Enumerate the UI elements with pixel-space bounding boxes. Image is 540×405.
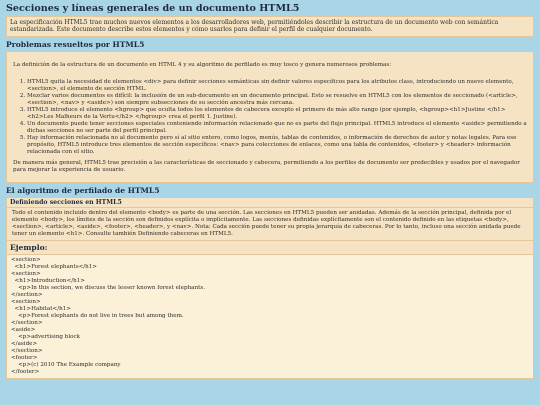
algorithm-body: Todo el contenido incluido dentro del elemento <body> es parte de una sección. Las secciones en HTML5 pueden ser anidadas. Además de la sección principal, definida por el elemento <body>, los límites de la sección son definidos explícita o implícitamente. Las secciones definidas explícitamente son el contenido definido en las etiquetas <body>, <section>, <article>, <aside>, <footer>, <header>, y <nav>. Nota: Cada sección puede tener su propia jerarquía de cabeceras. Por lo tanto, incluso una sección anidada puede tener un elemento <h1>. Consulte también Definiendo cabeceras en HTML5. [6,207,534,241]
problems-lead: La definición de la estructura de un documento en HTML 4 y su algoritmo de perfilado es muy tosco y genera numerosos problemas: [13,61,392,68]
problems-section [6,51,534,183]
example-code-block: <section> <h1>Forest elephants</h1> <section> <h1>Introduction</h1> <p>In this section, we discuss the lesser known forest elephants. </section> <section> <h1>Habitat</h1> <p>Forest elephants do not live in trees but among them. </section> <aside> <p>advertising block </aside> </section> <footer> <p>(c) 2010 The Example company </footer> [6,254,534,379]
defining-sections-subheading: Definiendo secciones en HTML5 [6,197,534,207]
algorithm-heading: El algoritmo de perfilado de HTML5 [6,185,160,195]
problem-item: 5. Hay información relacionada no al documento pero sí al sitio entero, como logos, menús, tablas de contenidos, o información de derechos de autor y notas legales. Para ese propósito, HTML5 introduce tres elementos de sección específicos: <nav> para colecciones de enlaces, como una tabla de contenidos, <footer> y <header> información relacionada con el sitio. [27,135,527,156]
problems-closing: De manera más general, HTML5 trae precisión a las características de seccionado y cabecera, permitiendo a los perfiles de documento ser predecibles y usados por el navegador para mejorar la experiencia de usuario. [13,159,520,173]
problems-list [13,79,527,156]
example-heading: Ejemplo: [6,241,534,254]
problem-item: 4. Un documento puede tener secciones especiales conteniendo información relacionado que no es parte del flujo principal. HTML5 introduce el elemento <aside> permitiendo a dichas secciones no ser parte del perfil principal. [27,121,527,135]
problems-heading: Problemas resueltos por HTML5 [6,39,145,49]
intro-paragraph: La especificación HTML5 trae muchos nuevos elementos a los desarrolladores web, permitiéndoles describir la estructura de un documento web con semántica estandarizada. Este documento describe estos elementos y cómo usarlos para definir el perfil de cualquier documento. [6,16,534,37]
problem-item: 1. HTML5 quita la necesidad de elementos <div> para definir secciones semánticas sin definir valores específicos para los atributos class, introduciendo un nuevo elemento, <section>, el elemento de sección HTML. [27,79,527,93]
problem-item: 2. Mezclar varios documentos es difícil: la inclusión de un sub-documento en un documento principal. Esto se resuelve en HTML5 con los elementos de seccionado (<article>, <section>, <nav> y <aside>) son siempre subsecciones de su sección ancestra más cercana. [27,93,527,107]
problem-item: 3. HTML5 introduce el elemento <hgroup> que oculta todos los elementos de cabecera excepto el primero de más alto rango (por ejemplo, <hgroup><h1>Justine </h1><h2>Les Malheurs de la Vertu</h2> </hgroup> crea el perfil 1. Justine). [27,107,527,121]
page-title: Secciones y líneas generales de un documento HTML5 [6,3,300,14]
